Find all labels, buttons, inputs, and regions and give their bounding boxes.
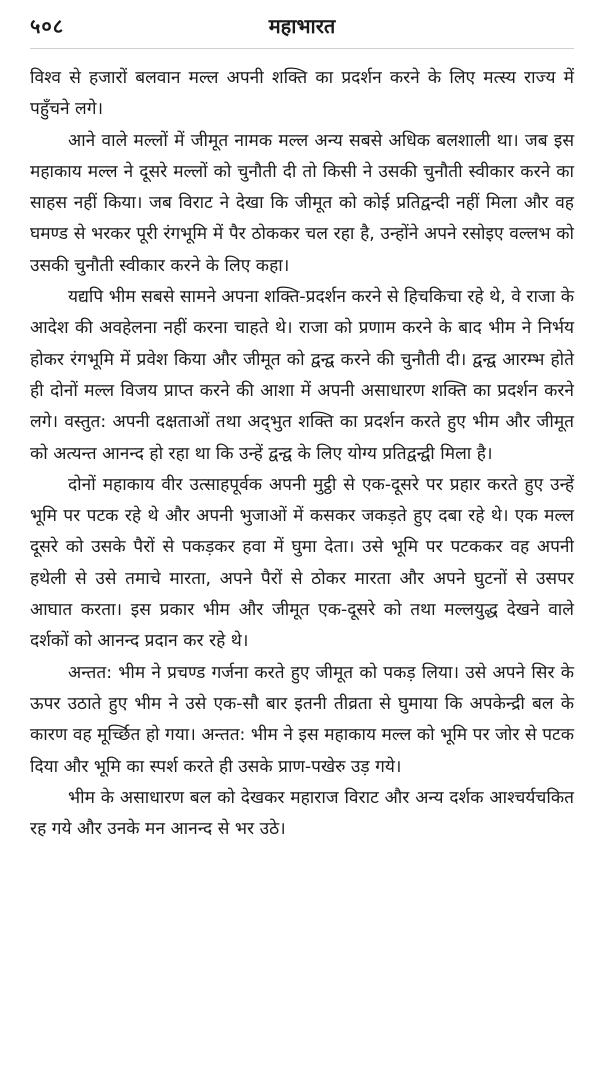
page-number: ५०८: [30, 14, 65, 38]
paragraph-1: विश्व से हजारों बलवान मल्ल अपनी शक्ति का प्रदर्शन करने के लिए मत्स्य राज्य में पहुँचने लगे।: [30, 68, 574, 120]
paragraph-5: अन्तत: भीम ने प्रचण्ड गर्जना करते हुए जीमूत को पकड़ लिया। उसे अपने सिर के ऊपर उठाते हुए भीम ने उसे एक-सौ बार इतनी तीव्रता से घुमाया कि अपकेन्द्री बल के कारण वह मूर्च्छित हो गया। अन्तत: भीम ने इस महाकाय मल्ल को भूमि पर जोर से पटक दिया और भूमि का स्पर्श करते ही उसके प्राण-पखेरु उड़ गये।: [30, 662, 574, 777]
paragraph-6: भीम के असाधारण बल को देखकर महाराज विराट और अन्य दर्शक आश्चर्यचकित रह गये और उनके मन आनन्द से भर उठे।: [30, 787, 574, 840]
paragraph-3: यद्यपि भीम सबसे सामने अपना शक्ति-प्रदर्शन करने से हिचकिचा रहे थे, वे राजा के आदेश की अवहेलना नहीं करना चाहते थे। राजा को प्रणाम करने के बाद भीम ने निर्भय होकर रंगभूमि में प्रवेश किया और जीमूत को द्वन्द्व करने की चुनौती दी। द्वन्द्व आरम्भ होते ही दोनों मल्ल विजय प्राप्त करने की आशा में अपनी असाधारण शक्ति का प्रदर्शन करने लगे। वस्तुत: अपनी दक्षताओं तथा अद्‌भुत शक्ति का प्रदर्शन करते हुए भीम और जीमूत को अत्यन्त आनन्द हो रहा था कि उन्हें द्वन्द्व के लिए योग्य प्रतिद्वन्द्वी मिला है।: [30, 287, 574, 464]
page-header: [30, 8, 574, 49]
paragraph-2: आने वाले मल्लों में जीमूत नामक मल्ल अन्य सबसे अधिक बलशाली था। जब इस महाकाय मल्ल ने दूसरे मल्लों को चुनौती दी तो किसी ने उसकी चुनौती स्वीकार करने का साहस नहीं किया। जब विराट ने देखा कि जीमूत को कोई प्रतिद्वन्दी नहीं मिला और वह घमण्ड से भरकर पूरी रंगभूमि में पैर ठोककर चल रहा है, उन्होंने अपने रसोइए वल्लभ को उसकी चुनौती स्वीकार करने के लिए कहा।: [30, 130, 574, 276]
paragraph-4: दोनों महाकाय वीर उत्साहपूर्वक अपनी मुट्ठी से एक-दूसरे पर प्रहार करते हुए उन्हें भूमि पर पटक रहे थे और अपनी भुजाओं में कसकर जकड़ते हुए दबा रहे थे। एक मल्ल दूसरे को उसके पैरों से पकड़कर हवा में घुमा देता। उसे भूमि पर पटककर वह अपनी हथेली से उसे तमाचे मारता, अपने पैरों से ठोकर मारता और अपने घुटनों से उसपर आघात करता। इस प्रकार भीम और जीमूत एक-दूसरे को तथा मल्लयुद्ध देखने वाले दर्शकों को आनन्द प्रदान कर रहे थे।: [30, 474, 574, 652]
running-title: महाभारत: [268, 14, 336, 38]
body-text: [30, 63, 574, 845]
